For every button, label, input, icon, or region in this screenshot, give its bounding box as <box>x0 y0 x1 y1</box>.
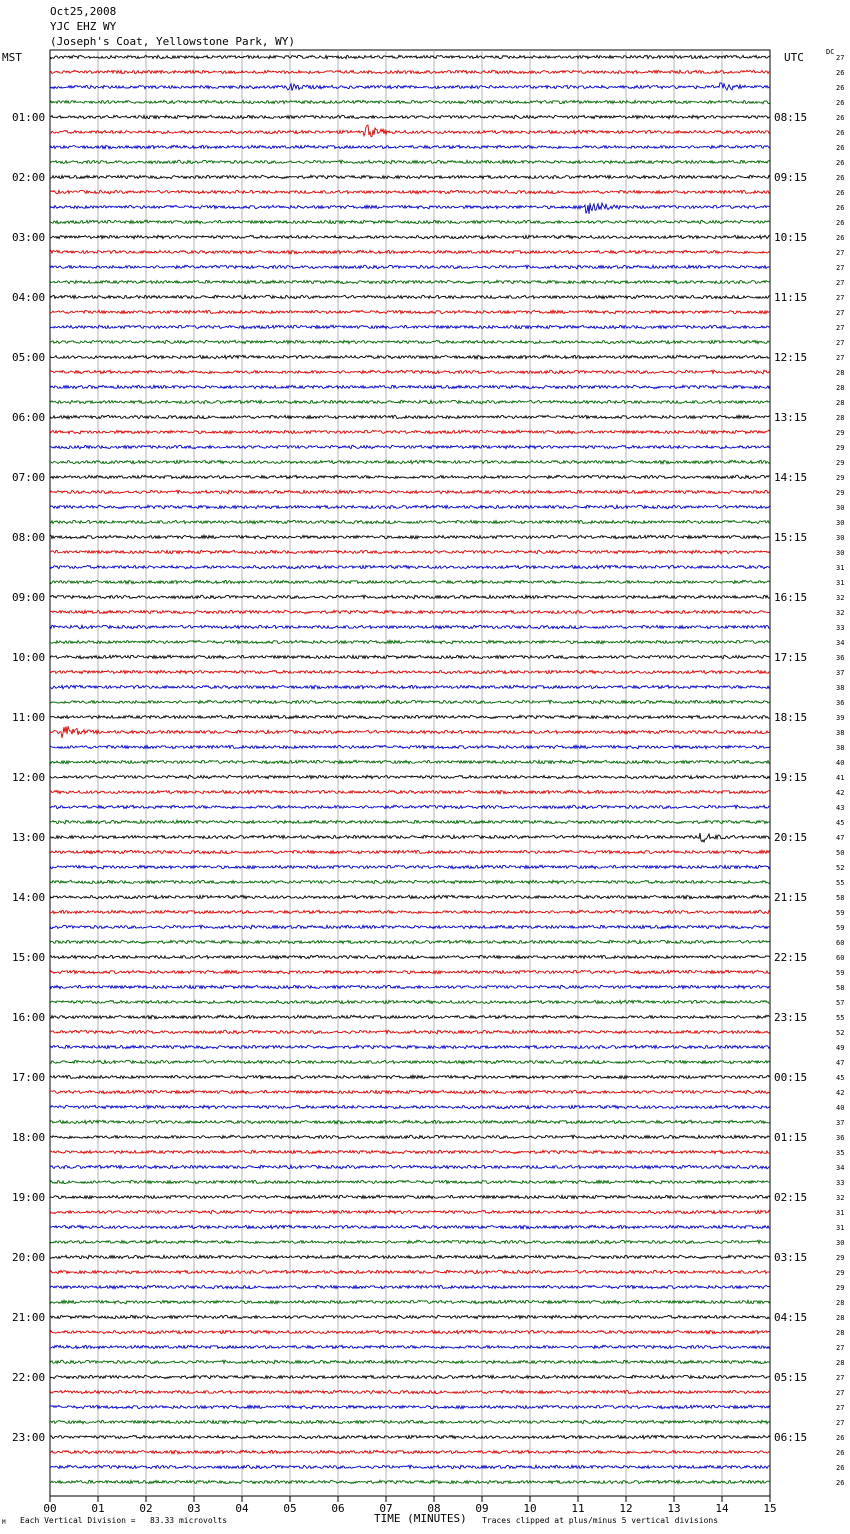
seismic-trace <box>50 850 770 853</box>
dc-offset-header: DC <box>826 48 835 56</box>
seismic-trace <box>50 1480 770 1483</box>
mst-hour-label: 22:00 <box>12 1371 46 1384</box>
dc-offset-value: 38 <box>836 729 845 737</box>
dc-offset-value: 26 <box>836 189 845 197</box>
dc-offset-value: 28 <box>836 369 845 377</box>
mst-hour-label: 20:00 <box>12 1251 46 1264</box>
seismic-trace <box>50 310 770 314</box>
seismic-trace <box>50 685 770 689</box>
dc-offset-value: 27 <box>836 1389 845 1397</box>
dc-offset-value: 29 <box>836 474 845 482</box>
dc-offset-value: 36 <box>836 699 845 707</box>
utc-hour-label: 04:15 <box>774 1311 808 1324</box>
seismic-trace <box>50 1465 770 1469</box>
dc-offset-value: 26 <box>836 129 845 137</box>
seismic-trace <box>50 985 770 988</box>
seismic-trace <box>50 83 770 91</box>
utc-hour-label: 20:15 <box>774 831 808 844</box>
dc-offset-value: 34 <box>836 639 845 647</box>
dc-offset-value: 32 <box>836 1194 845 1202</box>
seismic-trace <box>50 175 770 178</box>
seismic-trace <box>50 190 770 193</box>
seismic-trace <box>50 580 770 584</box>
seismic-trace <box>50 475 770 479</box>
utc-hour-label: 05:15 <box>774 1371 808 1384</box>
dc-offset-value: 45 <box>836 1074 845 1082</box>
dc-offset-value: 40 <box>836 1104 845 1112</box>
dc-offset-value: 30 <box>836 519 845 527</box>
seismic-trace <box>50 1030 770 1034</box>
seismic-trace <box>50 235 770 239</box>
mst-hour-label: 06:00 <box>12 411 46 424</box>
x-tick-label: 08 <box>427 1502 441 1515</box>
dc-offset-value: 26 <box>836 144 845 152</box>
corner-mark: M <box>2 1519 6 1526</box>
dc-offset-value: 30 <box>836 1239 845 1247</box>
utc-hour-label: 16:15 <box>774 591 808 604</box>
utc-hour-label: 14:15 <box>774 471 808 484</box>
seismic-trace <box>50 1285 770 1288</box>
seismic-trace <box>50 265 770 269</box>
dc-offset-value: 31 <box>836 1209 845 1217</box>
dc-offset-value: 26 <box>836 1464 845 1472</box>
utc-hour-label: 06:15 <box>774 1431 808 1444</box>
mst-hour-label: 23:00 <box>12 1431 46 1444</box>
utc-hour-label: 11:15 <box>774 291 808 304</box>
dc-offset-value: 55 <box>836 1014 845 1022</box>
dc-offset-value: 26 <box>836 1434 845 1442</box>
dc-offset-value: 37 <box>836 669 845 677</box>
mst-hour-label: 08:00 <box>12 531 46 544</box>
seismic-trace <box>50 833 770 842</box>
seismic-trace <box>50 1360 770 1364</box>
dc-offset-value: 26 <box>836 69 845 77</box>
dc-offset-value: 31 <box>836 1224 845 1232</box>
seismic-trace <box>50 910 770 913</box>
seismic-trace <box>50 355 770 359</box>
seismic-trace <box>50 865 770 869</box>
seismic-trace <box>50 625 770 628</box>
dc-offset-value: 47 <box>836 1059 845 1067</box>
seismic-trace <box>50 880 770 883</box>
seismic-trace <box>50 565 770 569</box>
utc-hour-label: 21:15 <box>774 891 808 904</box>
dc-offset-value: 50 <box>836 849 845 857</box>
seismic-trace <box>50 415 770 418</box>
dc-offset-value: 28 <box>836 1299 845 1307</box>
mst-hour-label: 14:00 <box>12 891 46 904</box>
seismic-trace <box>50 1150 770 1153</box>
dc-offset-value: 28 <box>836 384 845 392</box>
seismic-trace <box>50 895 770 899</box>
seismic-trace <box>50 925 770 929</box>
x-tick-label: 01 <box>91 1502 105 1515</box>
division-note: Each Vertical Division = 83.33 microvolts <box>20 1516 228 1525</box>
dc-offset-value: 33 <box>836 624 845 632</box>
dc-offset-value: 27 <box>836 294 845 302</box>
utc-hour-label: 17:15 <box>774 651 808 664</box>
mst-hour-label: 17:00 <box>12 1071 46 1084</box>
left-timezone-label: MST <box>2 51 22 64</box>
seismic-trace <box>50 1090 770 1093</box>
x-tick-label: 15 <box>763 1502 777 1515</box>
dc-offset-value: 27 <box>836 309 845 317</box>
utc-hour-label: 03:15 <box>774 1251 808 1264</box>
dc-offset-value: 47 <box>836 834 845 842</box>
seismic-trace <box>50 1225 770 1229</box>
dc-offset-value: 37 <box>836 1119 845 1127</box>
seismic-trace <box>50 1060 770 1063</box>
dc-offset-value: 39 <box>836 714 845 722</box>
x-tick-label: 00 <box>43 1502 57 1515</box>
seismic-trace <box>50 385 770 388</box>
seismic-trace <box>50 325 770 328</box>
seismic-trace <box>50 1330 770 1334</box>
dc-offset-value: 36 <box>836 654 845 662</box>
dc-offset-value: 59 <box>836 924 845 932</box>
dc-offset-value: 27 <box>836 339 845 347</box>
dc-offset-value: 27 <box>836 54 845 62</box>
dc-offset-value: 59 <box>836 909 845 917</box>
seismic-trace <box>50 805 770 809</box>
mst-hour-label: 04:00 <box>12 291 46 304</box>
seismic-trace <box>50 1075 770 1079</box>
dc-offset-value: 29 <box>836 489 845 497</box>
seismic-trace <box>50 1450 770 1454</box>
station-code: YJC EHZ WY <box>50 20 117 33</box>
utc-hour-label: 22:15 <box>774 951 808 964</box>
seismic-trace <box>50 1000 770 1004</box>
utc-hour-label: 12:15 <box>774 351 808 364</box>
seismic-trace <box>50 760 770 763</box>
dc-offset-value: 34 <box>836 1164 845 1172</box>
x-tick-label: 11 <box>571 1502 585 1515</box>
seismic-trace <box>50 400 770 403</box>
seismic-trace <box>50 1045 770 1048</box>
dc-offset-value: 60 <box>836 939 845 947</box>
seismic-trace <box>50 1105 770 1108</box>
seismic-trace <box>50 670 770 673</box>
seismic-trace <box>50 1120 770 1124</box>
mst-hour-label: 05:00 <box>12 351 46 364</box>
seismic-trace <box>50 790 770 794</box>
dc-offset-value: 29 <box>836 429 845 437</box>
seismic-trace <box>50 655 770 658</box>
seismic-trace <box>50 1135 770 1139</box>
dc-offset-value: 26 <box>836 204 845 212</box>
seismic-trace <box>50 460 770 464</box>
dc-offset-value: 43 <box>836 804 845 812</box>
seismic-trace <box>50 1180 770 1184</box>
seismic-trace <box>50 145 770 149</box>
seismic-trace <box>50 640 770 644</box>
mst-hour-label: 03:00 <box>12 231 46 244</box>
dc-offset-value: 38 <box>836 684 845 692</box>
x-tick-label: 06 <box>331 1502 345 1515</box>
dc-offset-value: 57 <box>836 999 845 1007</box>
seismic-trace <box>50 550 770 553</box>
clip-note: Traces clipped at plus/minus 5 vertical divisions <box>482 1516 719 1525</box>
seismic-trace <box>50 160 770 164</box>
dc-offset-value: 31 <box>836 564 845 572</box>
utc-hour-label: 23:15 <box>774 1011 808 1024</box>
seismic-trace <box>50 1345 770 1348</box>
dc-offset-value: 26 <box>836 1479 845 1487</box>
seismic-trace <box>50 1435 770 1439</box>
dc-offset-value: 60 <box>836 954 845 962</box>
utc-hour-label: 18:15 <box>774 711 808 724</box>
x-tick-label: 12 <box>619 1502 633 1515</box>
dc-offset-value: 42 <box>836 789 845 797</box>
seismic-trace <box>50 1165 770 1168</box>
x-tick-label: 07 <box>379 1502 393 1515</box>
seismic-trace <box>50 70 770 74</box>
dc-offset-value: 29 <box>836 459 845 467</box>
dc-offset-value: 26 <box>836 234 845 242</box>
station-location: (Joseph's Coat, Yellowstone Park, WY) <box>50 35 296 48</box>
utc-hour-label: 10:15 <box>774 231 808 244</box>
dc-offset-value: 45 <box>836 819 845 827</box>
dc-offset-value: 26 <box>836 159 845 167</box>
dc-offset-value: 30 <box>836 534 845 542</box>
dc-offset-value: 26 <box>836 1449 845 1457</box>
x-tick-label: 10 <box>523 1502 537 1515</box>
seismic-trace <box>50 505 770 508</box>
dc-offset-value: 30 <box>836 504 845 512</box>
mst-hour-label: 12:00 <box>12 771 46 784</box>
dc-offset-value: 27 <box>836 1344 845 1352</box>
dc-offset-value: 26 <box>836 99 845 107</box>
dc-offset-value: 42 <box>836 1089 845 1097</box>
seismic-trace <box>50 1270 770 1273</box>
seismic-trace <box>50 340 770 343</box>
dc-offset-value: 28 <box>836 1329 845 1337</box>
x-tick-label: 13 <box>667 1502 681 1515</box>
mst-hour-label: 11:00 <box>12 711 46 724</box>
utc-hour-label: 01:15 <box>774 1131 808 1144</box>
dc-offset-value: 27 <box>836 354 845 362</box>
seismic-trace <box>50 715 770 718</box>
mst-hour-label: 15:00 <box>12 951 46 964</box>
mst-hour-label: 10:00 <box>12 651 46 664</box>
seismic-trace <box>50 1255 770 1259</box>
x-axis-label: TIME (MINUTES) <box>374 1512 467 1525</box>
x-tick-label: 03 <box>187 1502 201 1515</box>
mst-hour-label: 01:00 <box>12 111 46 124</box>
seismic-trace <box>50 1420 770 1423</box>
dc-offset-value: 52 <box>836 864 845 872</box>
dc-offset-value: 29 <box>836 444 845 452</box>
seismic-trace <box>50 700 770 704</box>
dc-offset-value: 26 <box>836 219 845 227</box>
dc-offset-value: 49 <box>836 1044 845 1052</box>
mst-hour-label: 02:00 <box>12 171 46 184</box>
record-date: Oct25,2008 <box>50 5 117 18</box>
utc-hour-label: 09:15 <box>774 171 808 184</box>
dc-offset-value: 55 <box>836 879 845 887</box>
seismic-trace <box>50 595 770 599</box>
seismic-trace <box>50 955 770 958</box>
dc-offset-value: 26 <box>836 84 845 92</box>
seismic-trace <box>50 280 770 283</box>
mst-hour-label: 07:00 <box>12 471 46 484</box>
dc-offset-value: 29 <box>836 1254 845 1262</box>
dc-offset-value: 27 <box>836 1404 845 1412</box>
seismic-trace <box>50 726 770 738</box>
seismic-trace <box>50 1210 770 1213</box>
utc-hour-label: 19:15 <box>774 771 808 784</box>
dc-offset-value: 59 <box>836 969 845 977</box>
dc-offset-value: 52 <box>836 1029 845 1037</box>
dc-offset-value: 30 <box>836 549 845 557</box>
dc-offset-value: 32 <box>836 609 845 617</box>
right-timezone-label: UTC <box>784 51 804 64</box>
utc-hour-label: 00:15 <box>774 1071 808 1084</box>
seismic-trace <box>50 535 770 539</box>
dc-offset-value: 27 <box>836 249 845 257</box>
dc-offset-value: 28 <box>836 414 845 422</box>
seismic-trace <box>50 1315 770 1318</box>
seismic-trace <box>50 970 770 974</box>
dc-offset-value: 27 <box>836 324 845 332</box>
seismic-trace <box>50 295 770 298</box>
dc-offset-value: 36 <box>836 1134 845 1142</box>
x-tick-label: 05 <box>283 1502 297 1515</box>
seismic-trace <box>50 940 770 943</box>
seismic-trace <box>50 115 770 118</box>
dc-offset-value: 27 <box>836 1374 845 1382</box>
mst-hour-label: 19:00 <box>12 1191 46 1204</box>
seismic-trace <box>50 250 770 254</box>
seismic-trace <box>50 203 770 214</box>
dc-offset-value: 26 <box>836 174 845 182</box>
dc-offset-value: 38 <box>836 744 845 752</box>
seismic-trace <box>50 745 770 749</box>
dc-offset-value: 41 <box>836 774 845 782</box>
mst-hour-label: 21:00 <box>12 1311 46 1324</box>
dc-offset-value: 27 <box>836 264 845 272</box>
seismic-trace <box>50 1405 770 1409</box>
seismic-trace <box>50 520 770 523</box>
dc-offset-value: 35 <box>836 1149 845 1157</box>
dc-offset-value: 33 <box>836 1179 845 1187</box>
dc-offset-value: 28 <box>836 399 845 407</box>
dc-offset-value: 58 <box>836 984 845 992</box>
seismic-trace <box>50 490 770 494</box>
dc-offset-value: 28 <box>836 1359 845 1367</box>
seismic-trace <box>50 1240 770 1244</box>
x-tick-label: 02 <box>139 1502 153 1515</box>
seismic-trace <box>50 775 770 778</box>
seismic-trace <box>50 1300 770 1304</box>
seismic-trace <box>50 1375 770 1378</box>
dc-offset-value: 29 <box>836 1269 845 1277</box>
seismic-trace <box>50 1015 770 1019</box>
seismic-trace <box>50 220 770 223</box>
seismic-trace <box>50 445 770 448</box>
utc-hour-label: 15:15 <box>774 531 808 544</box>
dc-offset-value: 58 <box>836 894 845 902</box>
dc-offset-value: 32 <box>836 594 845 602</box>
seismic-trace <box>50 430 770 434</box>
utc-hour-label: 02:15 <box>774 1191 808 1204</box>
utc-hour-label: 08:15 <box>774 111 808 124</box>
dc-offset-value: 40 <box>836 759 845 767</box>
mst-hour-label: 09:00 <box>12 591 46 604</box>
dc-offset-value: 31 <box>836 579 845 587</box>
seismic-trace <box>50 1390 770 1393</box>
x-tick-label: 04 <box>235 1502 249 1515</box>
seismic-trace <box>50 100 770 103</box>
dc-offset-value: 27 <box>836 1419 845 1427</box>
x-tick-label: 09 <box>475 1502 489 1515</box>
seismic-trace <box>50 370 770 374</box>
seismic-trace <box>50 55 770 58</box>
seismic-trace <box>50 610 770 613</box>
mst-hour-label: 13:00 <box>12 831 46 844</box>
dc-offset-value: 28 <box>836 1314 845 1322</box>
dc-offset-value: 29 <box>836 1284 845 1292</box>
mst-hour-label: 18:00 <box>12 1131 46 1144</box>
dc-offset-value: 27 <box>836 279 845 287</box>
x-tick-label: 14 <box>715 1502 729 1515</box>
seismic-trace <box>50 1195 770 1198</box>
seismic-trace <box>50 820 770 824</box>
utc-hour-label: 13:15 <box>774 411 808 424</box>
mst-hour-label: 16:00 <box>12 1011 46 1024</box>
dc-offset-value: 26 <box>836 114 845 122</box>
seismic-trace <box>50 125 770 137</box>
